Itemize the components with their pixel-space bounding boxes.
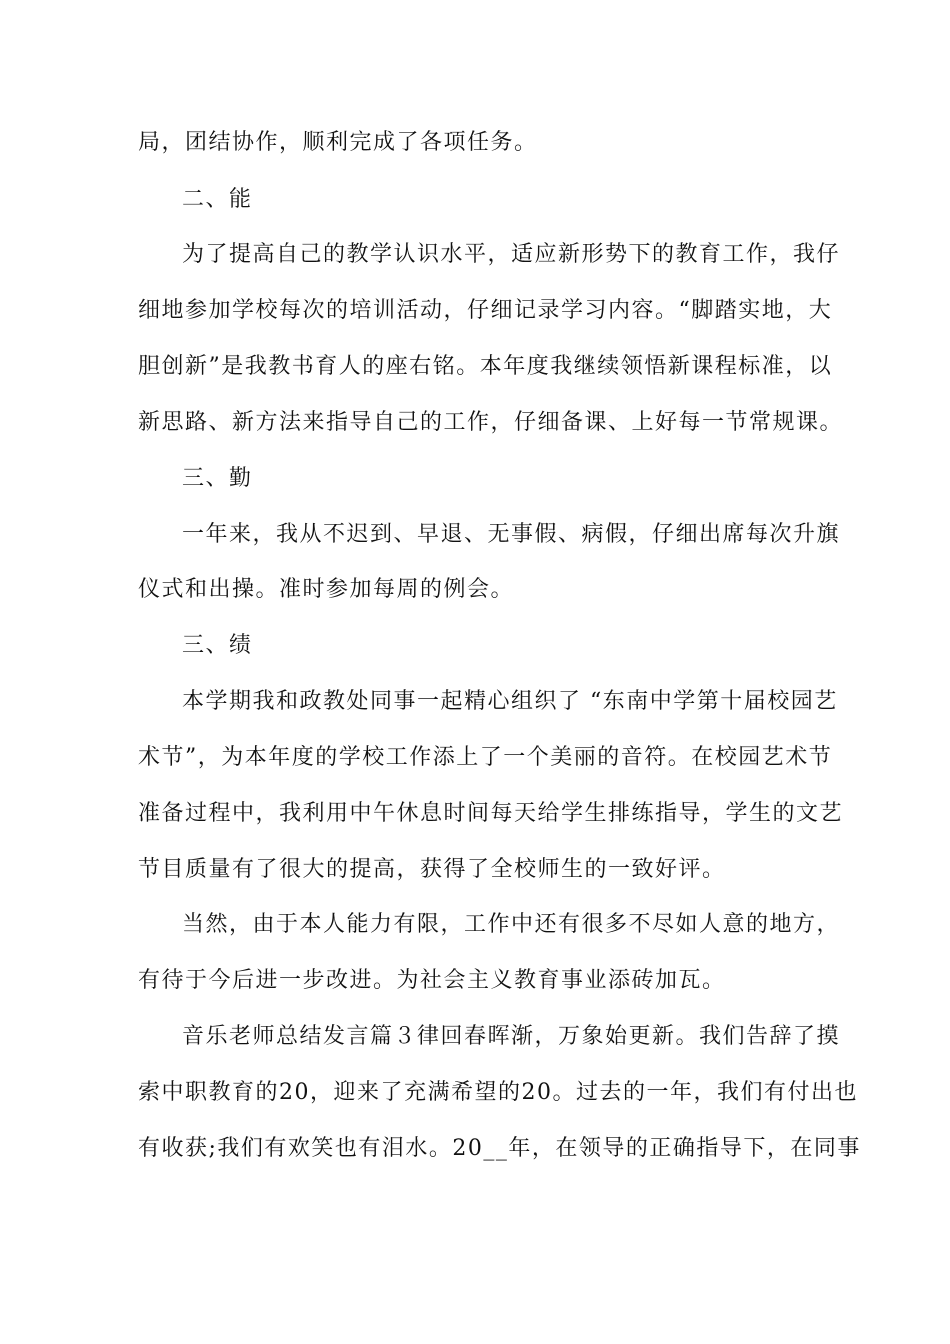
section-heading-ability: 二、能	[182, 187, 253, 212]
paragraph-line: 本学期我和政教处同事一起精心组织了 “东南中学第十届校园艺	[182, 689, 838, 714]
paragraph-line: 为了提高自己的教学认识水平，适应新形势下的教育工作，我仔	[182, 242, 841, 267]
paragraph-line: 细地参加学校每次的培训活动，仔细记录学习内容。“脚踏实地，大	[138, 298, 833, 323]
paragraph-line: 局，团结协作，顺利完成了各项任务。	[138, 130, 538, 155]
paragraph-line: 有待于今后进一步改进。为社会主义教育事业添砖加瓦。	[138, 968, 726, 993]
paragraph-line: 节目质量有了很大的提高，获得了全校师生的一致好评。	[138, 857, 726, 882]
paragraph-line: 新思路、新方法来指导自己的工作，仔细备课、上好每一节常规课。	[138, 410, 844, 435]
paragraph-line: 胆创新”是我教书育人的座右铭。本年度我继续领悟新课程标准，以	[138, 354, 833, 379]
paragraph-line: 索中职教育的20，迎来了充满希望的20。过去的一年，我们有付出也	[138, 1080, 858, 1105]
paragraph-line: 当然，由于本人能力有限，工作中还有很多不尽如人意的地方，	[182, 912, 841, 937]
paragraph-line: 一年来，我从不迟到、早退、无事假、病假，仔细出席每次升旗	[182, 522, 841, 547]
paragraph-line: 术节”，为本年度的学校工作添上了一个美丽的音符。在校园艺术节	[138, 745, 833, 770]
paragraph-line: 音乐老师总结发言篇３律回春晖渐，万象始更新。我们告辞了摸	[182, 1024, 841, 1049]
section-heading-diligence: 三、勤	[182, 466, 253, 491]
paragraph-line: 有收获;我们有欢笑也有泪水。20__年，在领导的正确指导下，在同事	[138, 1136, 861, 1161]
paragraph-line: 仪式和出操。准时参加每周的例会。	[138, 577, 515, 602]
paragraph-line: 准备过程中，我利用中午休息时间每天给学生排练指导，学生的文艺	[138, 801, 844, 826]
section-heading-achievement: 三、绩	[182, 633, 253, 658]
